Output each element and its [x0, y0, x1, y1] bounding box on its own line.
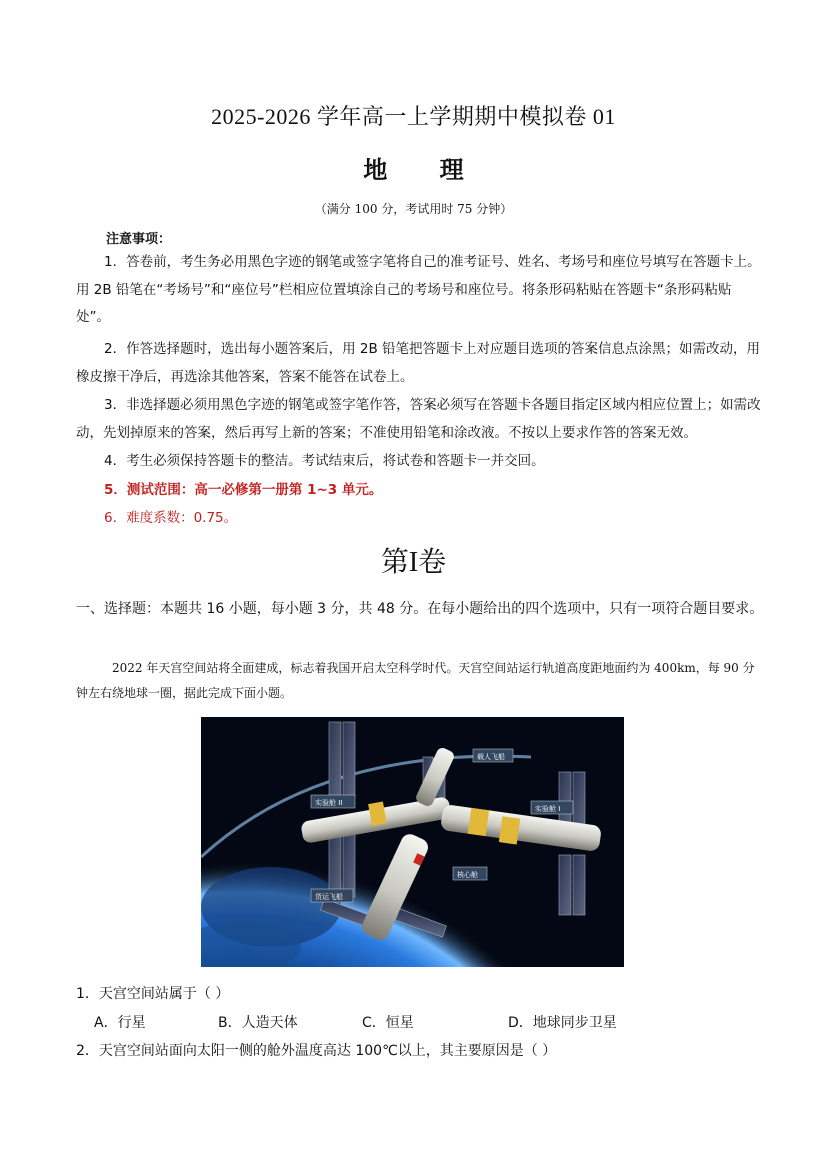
- option-b: B．人造天体: [218, 1015, 298, 1031]
- notice-item-1: 1．答卷前，考生务必用黑色字迹的钢笔或签字笔将自己的准考证号、姓名、考场号和座位号填写在答题卡上。用 2B 铅笔在“考场号”和“座位号”栏相应位置填涂自己的考场号和座位号。将条形码粘贴在答题卡“条形码粘贴处”。: [76, 254, 761, 325]
- question-2-stem: 2．天宫空间站面向太阳一侧的舱外温度高达 100℃以上，其主要原因是（ ）: [76, 1043, 557, 1059]
- label-cargo-ship: 货运飞船: [315, 893, 343, 901]
- section-heading-text: 一、选择题：本题共 16 小题，每小题 3 分，共 48 分。在每小题给出的四个选项中，只有一项符合题目要求。: [76, 601, 764, 617]
- label-lab-module-1: 实验舱 I: [535, 805, 561, 813]
- space-station-figure: [201, 717, 624, 967]
- section-heading: [76, 595, 766, 623]
- question-intro: 2022 年天宫空间站将全面建成，标志着我国开启太空科学时代。天宫空间站运行轨道高度距地面约为 400km，每 90 分钟左右绕地球一圈，据此完成下面小题。: [76, 661, 755, 700]
- label-crew-ship: 载人飞船: [477, 753, 505, 761]
- notice-item-2: 2．作答选择题时，选出每小题答案后，用 2B 铅笔把答题卡上对应题目选项的答案信息点涂黑；如需改动，用橡皮擦干净后，再选涂其他答案，答案不能答在试卷上。: [76, 341, 761, 385]
- option-d: D．地球同步卫星: [508, 1015, 617, 1031]
- question-1-stem: 1．天宫空间站属于（ ）: [76, 986, 230, 1002]
- label-core-module: 核心舱: [457, 871, 478, 879]
- notice-item-6: 6．难度系数：0.75。: [104, 510, 238, 526]
- notice-item-5: 5．测试范围：高一必修第一册第 1~3 单元。: [104, 482, 383, 498]
- notice-item-3: 3．非选择题必须用黑色字迹的钢笔或签字笔作答，答案必须写在答题卡各题目指定区域内相应位置上；如需改动，先划掉原来的答案，然后再写上新的答案；不准使用铅笔和涂改液。不按以上要求作答的答案无效。: [76, 397, 761, 441]
- exam-title: 2025-2026 学年高一上学期期中模拟卷 01: [211, 104, 616, 129]
- full-mark-note: （满分 100 分，考试用时 75 分钟）: [314, 202, 513, 216]
- label-lab-module-2: 实验舱 II: [315, 799, 343, 807]
- notice-heading: 注意事项：: [106, 232, 172, 247]
- option-c: C．恒星: [362, 1015, 414, 1031]
- subject-title: 地 理: [363, 155, 486, 184]
- section-title: 第I卷: [380, 547, 447, 578]
- option-a: A．行星: [94, 1015, 146, 1031]
- space-station-illustration: [201, 717, 624, 967]
- notice-item-4: 4．考生必须保持答题卡的整洁。考试结束后，将试卷和答题卡一并交回。: [104, 453, 545, 469]
